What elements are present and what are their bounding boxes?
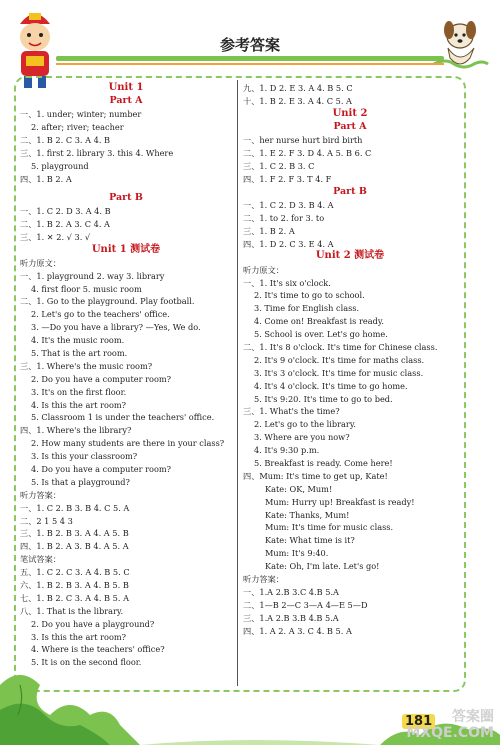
answer-line: 三、1. B 2. B 3. A 4. A 5. B bbox=[20, 528, 129, 539]
page-number: 181 bbox=[402, 714, 435, 729]
answer-line: 一、1. It's six o'clock. bbox=[243, 277, 331, 288]
answer-line: 2. How many students are there in your class? bbox=[31, 438, 225, 449]
answer-line: 4. Do you have a computer room? bbox=[31, 464, 172, 475]
answer-line: 3. Where are you now? bbox=[254, 432, 350, 443]
answer-line: 三、1. Where's the music room? bbox=[20, 360, 153, 371]
watermark-line-1: 答案圈 bbox=[452, 709, 494, 725]
answer-line: 2. It's 9 o'clock. It's time for maths class. bbox=[254, 354, 425, 365]
answer-line: 4. Come on! Breakfast is ready. bbox=[254, 316, 384, 327]
answer-line: 一、1. C 2. B 3. B 4. C 5. A bbox=[20, 502, 130, 513]
answer-line: 二、1. B 2. A 3. C 4. A bbox=[20, 218, 110, 229]
answer-line: 十、1. B 2. E 3. A 4. C 5. A bbox=[243, 95, 352, 106]
answer-line: 5. It's 9:20. It's time to go to bed. bbox=[254, 393, 393, 404]
answer-line: 四、1. A 2. A 3. C 4. B 5. A bbox=[243, 625, 352, 636]
answer-line: 2. Do you have a computer room? bbox=[31, 373, 172, 384]
answer-line: 四、1. D 2. C 3. E 4. A bbox=[243, 238, 334, 249]
answer-line: 四、1. B 2. A bbox=[20, 173, 72, 184]
answer-line: 5. School is over. Let's go home. bbox=[254, 329, 388, 340]
column-divider bbox=[237, 80, 238, 686]
answer-line: 4. It's the music room. bbox=[31, 335, 125, 346]
answer-line: 一、1. C 2. D 3. A 4. B bbox=[20, 205, 111, 216]
answer-line: 三、1. first 2. library 3. this 4. Where bbox=[20, 148, 174, 159]
answer-line: 4. Where is the teachers' office? bbox=[31, 644, 165, 655]
answer-line: 五、1. C 2. C 3. A 4. B 5. C bbox=[20, 567, 130, 578]
answer-line: 一、1. under; winter; number bbox=[20, 109, 142, 120]
answer-line: 四、1. F 2. F 3. T 4. F bbox=[243, 173, 332, 184]
page-title: 参考答案 bbox=[219, 36, 280, 54]
dialogue-line: Kate: OK, Mum! bbox=[265, 483, 333, 494]
answer-line: 二、1. B 2. C 3. A 4. B bbox=[20, 135, 111, 146]
answer-line: 5. That is the art room. bbox=[31, 348, 128, 358]
part-heading: Part B bbox=[109, 191, 143, 203]
answer-line: 听力答案： bbox=[243, 574, 284, 585]
answer-line: 二、1. to 2. for 3. to bbox=[243, 212, 325, 223]
answer-line: 一、1. C 2. D 3. B 4. A bbox=[243, 199, 334, 210]
answer-line: 二、2 1 5 4 3 bbox=[20, 515, 73, 526]
answer-line: 一、her nurse hurt bird birth bbox=[243, 135, 363, 146]
unit-heading: Unit 2 测试卷 bbox=[315, 250, 385, 262]
header-orange-rule bbox=[56, 63, 444, 65]
part-heading: Part A bbox=[109, 95, 143, 107]
answer-line: 三、1. ✕ 2. √ 3. √ bbox=[20, 231, 91, 242]
answer-line: 三、1. What's the time? bbox=[243, 406, 340, 417]
answer-line: 八、1. That is the library. bbox=[20, 605, 124, 616]
answer-line: 听力原文： bbox=[20, 257, 61, 268]
unit-heading: Unit 1 bbox=[108, 82, 144, 93]
answer-line: 二、1. Go to the playground. Play football. bbox=[20, 296, 195, 307]
dialogue-line: Mum: It's 9:40. bbox=[265, 548, 329, 559]
unit-heading: Unit 2 bbox=[332, 107, 368, 119]
watermark bbox=[406, 709, 494, 741]
answer-line: 三、1.A 2.B 3.B 4.B 5.A bbox=[243, 612, 339, 623]
answer-line: 3. It's on the first floor. bbox=[31, 386, 127, 397]
dialogue-line: Kate: Thanks, Mum! bbox=[265, 509, 350, 520]
answer-line: 二、1. E 2. F 3. D 4. A 5. B 6. C bbox=[243, 148, 372, 159]
answer-line: 2. It's time to go to school. bbox=[254, 290, 365, 301]
dialogue-line: Mum: Hurry up! Breakfast is ready! bbox=[265, 496, 415, 507]
answer-line: 4. It's 9:30 p.m. bbox=[254, 445, 320, 456]
answer-line: 四、1. Where's the library? bbox=[20, 425, 132, 436]
dialogue-line: Mum: It's time for music class. bbox=[265, 522, 394, 533]
answer-line: 笔试答案： bbox=[20, 554, 61, 565]
answer-line: 三、1. B 2. A bbox=[243, 225, 295, 236]
answer-line: 二、1. It's 8 o'clock. It's time for Chinese class. bbox=[243, 342, 438, 352]
watermark-line-2: MXQE.COM bbox=[406, 725, 494, 741]
answer-line: 一、1. playground 2. way 3. library bbox=[20, 270, 165, 281]
dialogue-line: Kate: Oh, I'm late. Let's go! bbox=[265, 561, 380, 572]
part-heading: Part B bbox=[333, 185, 367, 197]
answer-line: 四、Mum: It's time to get up, Kate! bbox=[243, 470, 388, 481]
answer-line: 5. playground bbox=[31, 160, 89, 171]
answer-line: 听力原文： bbox=[243, 264, 284, 275]
answer-line: 二、1—B 2—C 3—A 4—E 5—D bbox=[243, 599, 368, 610]
answer-line: 5. Is that a playground? bbox=[31, 476, 130, 487]
answer-line: 3. Time for English class. bbox=[254, 303, 360, 314]
answer-line: 4. Is this the art room? bbox=[31, 399, 127, 410]
answer-line: 2. Let's go to the library. bbox=[254, 419, 356, 430]
answer-line: 一、1.A 2.B 3.C 4.B 5.A bbox=[243, 586, 339, 597]
header-green-band bbox=[56, 56, 444, 61]
answer-line: 2. after; river; teacher bbox=[31, 122, 124, 133]
answer-line: 3. —Do you have a library? —Yes, We do. bbox=[31, 322, 201, 333]
answer-line: 三、1. C 2. B 3. C bbox=[243, 160, 315, 171]
dialogue-line: Kate: What time is it? bbox=[265, 535, 355, 546]
answer-line: 2. Let's go to the teachers' office. bbox=[31, 309, 170, 320]
answer-line: 3. It's 3 o'clock. It's time for music class. bbox=[254, 367, 424, 378]
left-answer-column bbox=[20, 82, 232, 669]
answer-line: 5. Classroom 1 is under the teachers' office. bbox=[31, 412, 215, 423]
answer-line: 4. first floor 5. music room bbox=[31, 283, 142, 294]
answer-line: 3. Is this the art room? bbox=[31, 631, 127, 642]
answer-line: 3. Is this your classroom? bbox=[31, 451, 138, 462]
part-heading: Part A bbox=[333, 120, 367, 132]
answer-line: 听力答案： bbox=[20, 489, 61, 500]
answer-line: 5. It is on the second floor. bbox=[31, 657, 142, 668]
right-answer-column bbox=[243, 82, 457, 637]
answer-line: 四、1. B 2. A 3. B 4. A 5. A bbox=[20, 541, 129, 552]
answer-line: 2. Do you have a playground? bbox=[31, 618, 155, 629]
answer-line: 六、1. B 2. B 3. A 4. B 5. B bbox=[20, 580, 129, 591]
answer-line: 七、1. B 2. C 3. A 4. B 5. A bbox=[20, 592, 129, 603]
unit-heading: Unit 1 测试卷 bbox=[91, 243, 161, 255]
answer-line: 4. It's 4 o'clock. It's time to go home. bbox=[254, 380, 408, 391]
answer-line: 5. Breakfast is ready. Come here! bbox=[254, 458, 393, 469]
answer-line: 九、1. D 2. E 3. A 4. B 5. C bbox=[243, 83, 353, 93]
